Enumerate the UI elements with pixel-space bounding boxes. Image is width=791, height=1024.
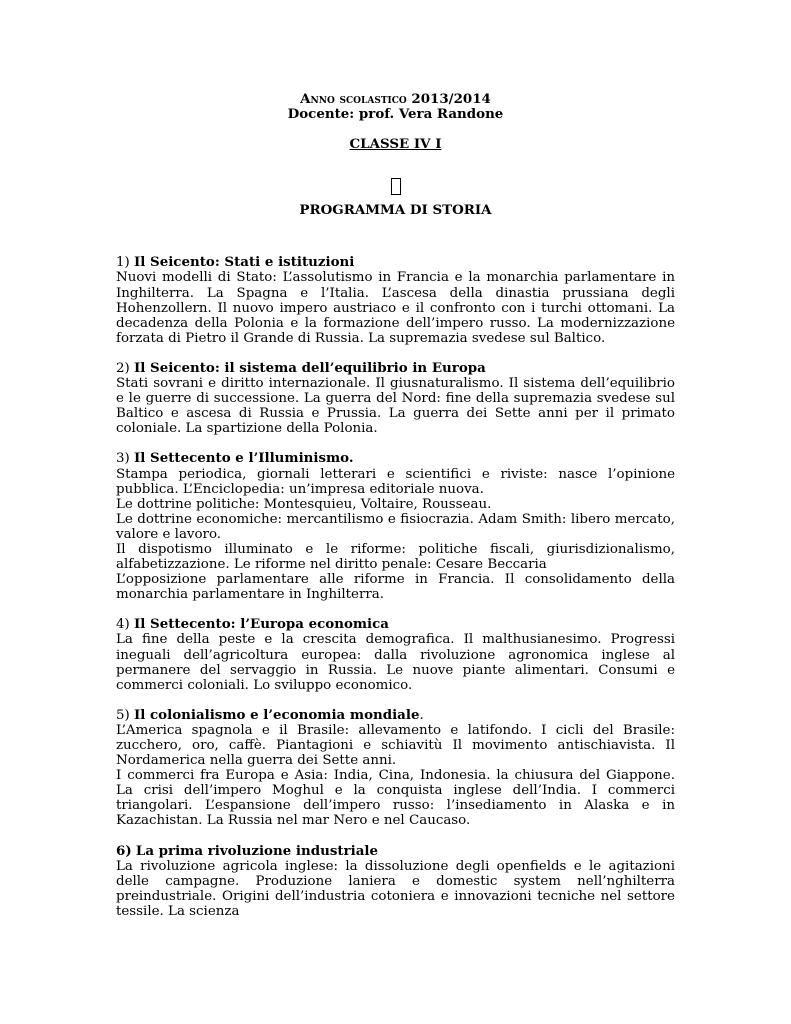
- section-paragraph: Il dispotismo illuminato e le riforme: politiche fiscali, giurisdizionalismo, alfabetizzazione. Le riforme nel diritto penale: Cesare Beccaria: [116, 541, 675, 573]
- section-number: 4): [116, 617, 130, 633]
- section-number: 2): [116, 360, 130, 376]
- section-title: Il colonialismo e l’economia mondiale: [134, 706, 420, 723]
- section-heading: [116, 708, 675, 723]
- class-title: CLASSE IV I: [349, 136, 442, 153]
- school-year-label: Anno scolastico: [300, 91, 407, 107]
- section-heading: [116, 255, 675, 270]
- section-number: 6): [116, 842, 132, 859]
- teacher-line: Docente: prof. Vera Randone: [287, 106, 504, 123]
- program-section: [116, 617, 675, 692]
- section-paragraph: La fine della peste e la crescita demografica. Il malthusianesimo. Progressi ineguali dell’agricoltura europea: dalla rivoluzione agronomica inglese al permanere del servaggio in Russia. Le nuove piante alimentari. Consumi e commerci coloniali. Lo sviluppo economico.: [116, 632, 675, 693]
- document-header: [116, 92, 675, 122]
- program-title: PROGRAMMA DI STORIA: [299, 202, 492, 219]
- school-year-value: 2013/2014: [411, 91, 491, 107]
- section-paragraph: Le dottrine economiche: mercantilismo e fisiocrazia. Adam Smith: libero mercato, valore e lavoro.: [116, 511, 675, 542]
- section-heading: [116, 617, 675, 632]
- section-title: Il Settecento: l’Europa economica: [134, 616, 389, 633]
- program-sections: [116, 255, 675, 919]
- program-section: [116, 255, 675, 346]
- section-title: La prima rivoluzione industriale: [135, 842, 378, 859]
- section-title: Il Seicento: il sistema dell’equilibrio in Europa: [134, 359, 486, 376]
- section-number: 5): [116, 707, 130, 723]
- section-title: Il Seicento: Stati e istituzioni: [134, 254, 355, 271]
- section-title-suffix: .: [419, 707, 424, 723]
- section-paragraph: Stati sovrani e diritto internazionale. Il giusnaturalismo. Il sistema dell’equilibrio e le guerre di successione. La guerra del Nord: fine della supremazia svedese sul Baltico e ascesa di Russia e Prussia. La guerra dei Sette anni per il primato coloniale. La spartizione della Polonia.: [116, 376, 675, 437]
- program-section: [116, 451, 675, 602]
- section-paragraph: I commerci fra Europa e Asia: India, Cina, Indonesia. la chiusura del Giappone. La crisi dell’impero Moghul e la conquista inglese dell’India. I commerci triangolari. L’espansione dell’impero russo: l’insediamento in Alaska e in Kazachistan. La Russia nel mar Nero e nel Caucaso.: [116, 768, 675, 829]
- section-paragraph: L’opposizione parlamentare alle riforme in Francia. Il consolidamento della monarchia parlamentare in Inghilterra.: [116, 572, 675, 603]
- missing-glyph-icon: [391, 178, 401, 195]
- section-paragraph: La rivoluzione agricola inglese: la dissoluzione degli openfields e le agitazioni delle campagne. Produzione laniera e domestic system nell’nghilterra preindustriale. Origini dell’industria cotoniera e innovazioni tecniche nel settore tessile. La scienza: [116, 858, 675, 919]
- section-paragraph: L’America spagnola e il Brasile: allevamento e latifondo. I cicli del Brasile: zucchero, oro, caffè. Piantagioni e schiavitù Il movimento antischiavista. Il Nordamerica nella guerra dei Sette anni.: [116, 722, 675, 769]
- section-paragraph: Stampa periodica, giornali letterari e scientifici e riviste: nasce l’opinione pubblica. L’Enciclopedia: un’impresa editoriale nuova.: [116, 466, 675, 497]
- school-year-line: [116, 92, 675, 107]
- section-number: 1): [116, 255, 130, 271]
- section-paragraph: Nuovi modelli di Stato: L’assolutismo in Francia e la monarchia parlamentare in Inghilterra. La Spagna e l’Italia. L’ascesa della dinastia prussiana degli Hohenzollern. Il nuovo impero austriaco e il confronto con i turchi ottomani. La decadenza della Polonia e la formazione dell’impero russo. La modernizzazione forzata di Pietro il Grande di Russia. La supremazia svedese sul Baltico.: [116, 270, 675, 346]
- document-page: [116, 92, 675, 934]
- program-section: [116, 708, 675, 829]
- section-heading: [116, 451, 675, 466]
- section-heading: [116, 361, 675, 376]
- section-heading: [116, 844, 675, 859]
- program-section: [116, 844, 675, 919]
- section-number: 3): [116, 451, 130, 467]
- section-paragraph: Le dottrine politiche: Montesquieu, Voltaire, Rousseau.: [116, 496, 492, 512]
- program-section: [116, 361, 675, 436]
- section-title: Il Settecento e l’Illuminismo.: [134, 450, 354, 467]
